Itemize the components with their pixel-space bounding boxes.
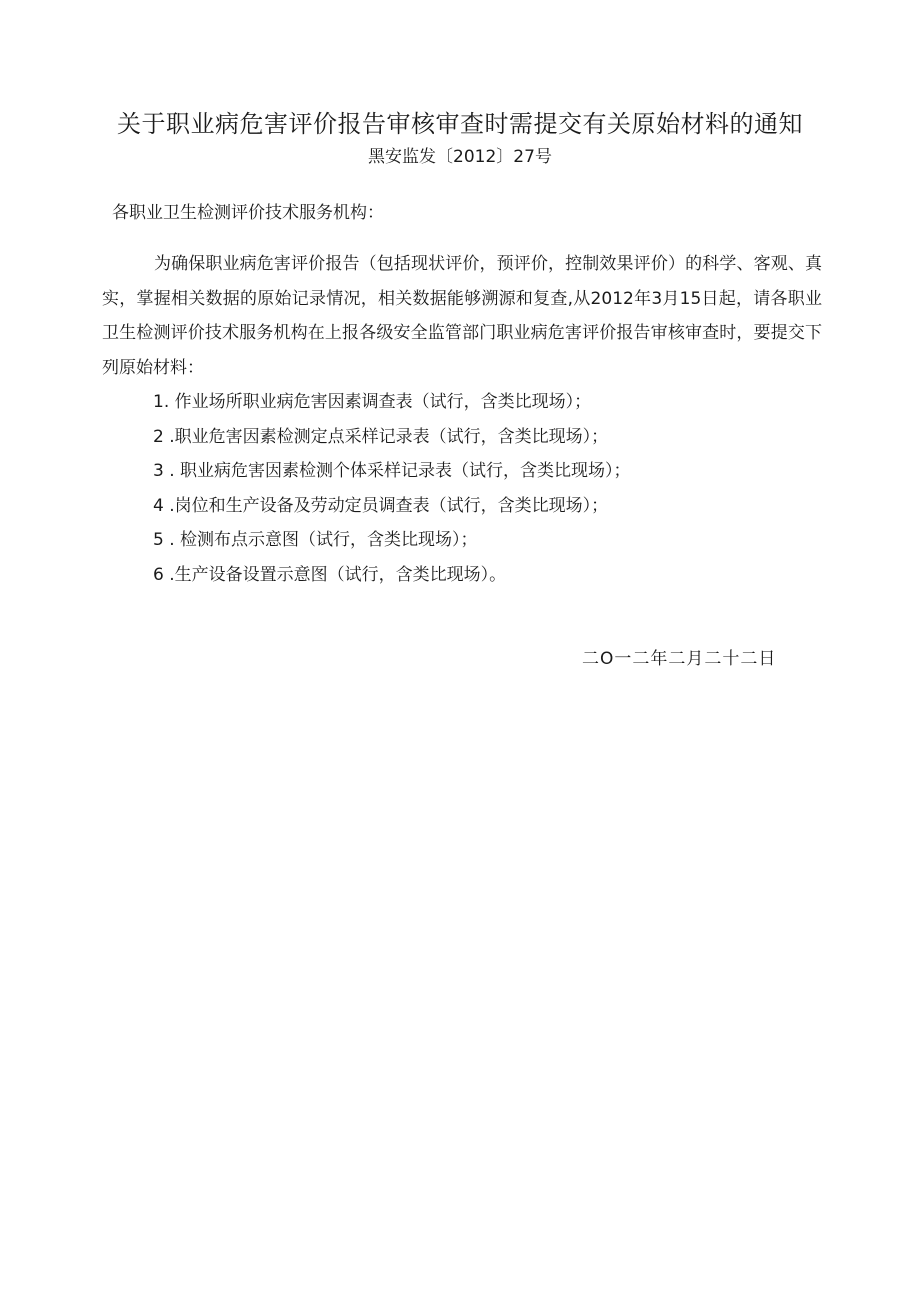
body-paragraph: 为确保职业病危害评价报告（包括现状评价，预评价，控制效果评价）的科学、客观、真实，掌握相关数据的原始记录情况，相关数据能够溯源和复查,从2012年3月15日起，请各职业卫生检测评价技术服务机构在上报各级安全监管部门职业病危害评价报告审核审查时，要提交下列原始材料： [102,254,822,378]
list-item: 2 .职业危害因素检测定点采样记录表（试行，含类比现场）； [153,426,609,447]
list-item: 5 . 检测布点示意图（试行，含类比现场）； [153,530,478,551]
document-title: 关于职业病危害评价报告审核审查时需提交有关原始材料的通知 [117,110,803,138]
list-item: 4 .岗位和生产设备及劳动定员调查表（试行，含类比现场）； [153,495,609,516]
salutation: 各职业卫生检测评价技术服务机构： [112,203,384,223]
materials-list [153,385,631,593]
list-item: 3 . 职业病危害因素检测个体采样记录表（试行，含类比现场）； [153,461,631,482]
list-item: 1. 作业场所职业病危害因素调查表（试行，含类比现场）； [153,392,592,412]
issue-date: 二O一二年二月二十二日 [582,649,777,669]
document-number: 黑安监发〔2012〕27号 [368,147,552,167]
list-item: 6 .生产设备设置示意图（试行，含类比现场）。 [153,564,507,585]
